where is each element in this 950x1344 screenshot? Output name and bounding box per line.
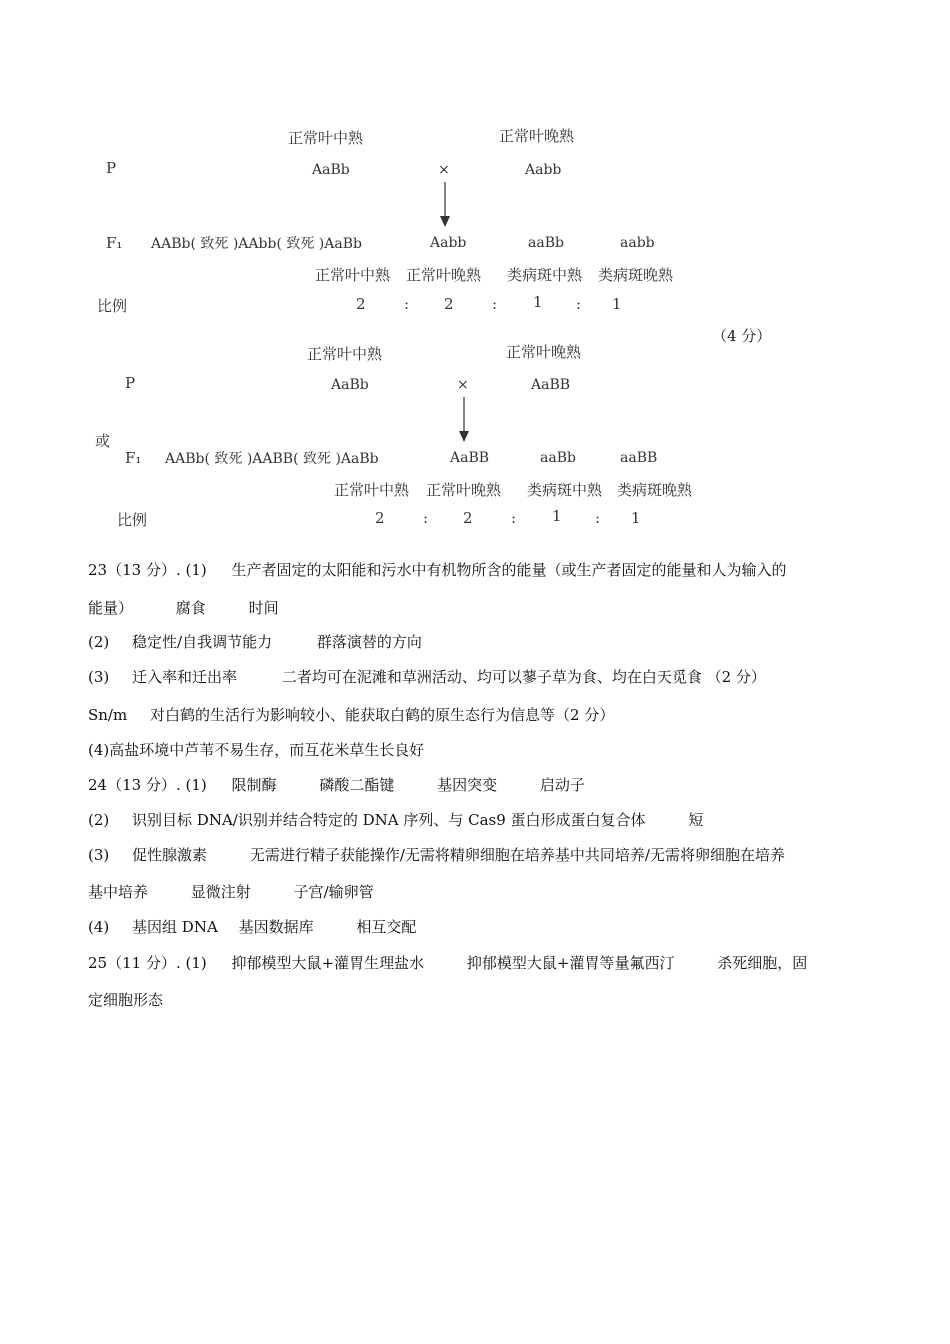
ratio-separator: : bbox=[404, 295, 410, 313]
ratio-value: 2 bbox=[375, 509, 385, 527]
f1-genotype-2: AaBB bbox=[450, 450, 490, 466]
q24-line-5 bbox=[88, 920, 416, 935]
q24-heading: 24（13 分）. (1) bbox=[88, 776, 207, 794]
q23-answer-3d: 对白鹤的生活行为影响较小、能获取白鹤的原生态行为信息等（2 分） bbox=[150, 706, 615, 724]
q24-answer-4c: 相互交配 bbox=[356, 918, 417, 936]
parent1-genotype: AaBb bbox=[331, 377, 369, 393]
ratio-value: 2 bbox=[463, 509, 473, 527]
parent2-genotype: Aabb bbox=[525, 162, 562, 178]
f1-phenotype-4: 类病斑晚熟 bbox=[617, 481, 693, 499]
q23-line-4 bbox=[88, 670, 766, 685]
f1-label: F₁ bbox=[125, 449, 142, 467]
ratio-label: 比例 bbox=[117, 511, 148, 529]
ratio-value: 2 bbox=[444, 295, 454, 313]
f1-phenotype-1: 正常叶中熟 bbox=[315, 266, 391, 284]
q25-answer-1c: 杀死细胞，固 bbox=[717, 954, 808, 972]
ratio-label: 比例 bbox=[97, 297, 128, 315]
q23-heading: 23（13 分）. (1) bbox=[88, 561, 207, 579]
q24-answer-3b: 无需进行精子获能操作/无需将精卵细胞在培养基中共同培养/无需将卵细胞在培养 bbox=[249, 846, 785, 864]
q24-answer-4b: 基因数据库 bbox=[238, 918, 314, 936]
ratio-value: 2 bbox=[356, 295, 366, 313]
f1-label: F₁ bbox=[106, 234, 123, 252]
q24-answer-2a: 识别目标 DNA/识别并结合特定的 DNA 序列、与 Cas9 蛋白形成蛋白复合体 bbox=[132, 811, 646, 829]
down-arrow-icon bbox=[457, 397, 471, 443]
q25-answer-1-cont: 定细胞形态 bbox=[88, 991, 164, 1009]
q24-part-2: (2) bbox=[88, 811, 110, 829]
q25-answer-1a: 抑郁模型大鼠+灌胃生理盐水 bbox=[231, 954, 425, 972]
q24-answer-1d: 启动子 bbox=[539, 776, 585, 794]
q23-part-2: (2) bbox=[88, 633, 110, 651]
q24-part-3: (3) bbox=[88, 846, 110, 864]
q23-answer-3c: Sn/m bbox=[88, 706, 128, 724]
q24-part-4: (4) bbox=[88, 918, 110, 936]
ratio-separator: : bbox=[511, 509, 517, 527]
f1-genotype-4: aabb bbox=[620, 235, 655, 251]
q24-line-3 bbox=[88, 848, 785, 863]
ratio-separator: : bbox=[492, 295, 498, 313]
q24-answer-1c: 基因突变 bbox=[437, 776, 498, 794]
q23-answer-3b: 二者均可在泥滩和草洲活动、均可以蓼子草为食、均在白天觅食 （2 分） bbox=[281, 668, 766, 686]
parent2-phenotype: 正常叶晚熟 bbox=[499, 127, 575, 145]
f1-genotype-1: AABb( 致死 )AABB( 致死 )AaBb bbox=[165, 451, 379, 467]
parent1-phenotype: 正常叶中熟 bbox=[288, 129, 364, 147]
q24-answer-3d: 显微注射 bbox=[190, 883, 251, 901]
q25-line-2 bbox=[88, 993, 163, 1008]
q25-line-1 bbox=[88, 956, 807, 971]
q24-answer-4a: 基因组 DNA bbox=[132, 918, 218, 936]
f1-phenotype-3: 类病斑中熟 bbox=[527, 481, 603, 499]
q23-line-3 bbox=[88, 635, 422, 650]
ratio-value: 1 bbox=[533, 293, 543, 311]
p-label: P bbox=[125, 374, 136, 392]
q23-answer-3a: 迁入率和迁出率 bbox=[132, 668, 238, 686]
f1-phenotype-3: 类病斑中熟 bbox=[507, 266, 583, 284]
down-arrow-icon bbox=[438, 182, 452, 228]
q24-line-1 bbox=[88, 778, 585, 793]
f1-genotype-3: aaBb bbox=[540, 450, 576, 466]
p-label: P bbox=[106, 159, 117, 177]
or-label: 或 bbox=[95, 432, 111, 450]
q23-answer-4: (4)高盐环境中芦苇不易生存，而互花米草生长良好 bbox=[88, 741, 425, 759]
ratio-separator: : bbox=[595, 509, 601, 527]
q24-answer-3c: 基中培养 bbox=[88, 883, 149, 901]
q24-answer-3e: 子宫/输卵管 bbox=[293, 883, 374, 901]
f1-genotype-3: aaBb bbox=[528, 235, 564, 251]
cross-symbol: × bbox=[438, 162, 450, 178]
ratio-value: 1 bbox=[631, 509, 641, 527]
q23-part-3: (3) bbox=[88, 668, 110, 686]
q23-answer-1b: 腐食 bbox=[175, 599, 206, 617]
q24-line-4 bbox=[88, 885, 374, 900]
ratio-separator: : bbox=[576, 295, 582, 313]
f1-genotype-1: AABb( 致死 )AAbb( 致死 )AaBb bbox=[151, 236, 362, 252]
q25-answer-1b: 抑郁模型大鼠+灌胃等量氟西汀 bbox=[466, 954, 675, 972]
q23-answer-2a: 稳定性/自我调节能力 bbox=[132, 633, 273, 651]
q23-line-5 bbox=[88, 708, 614, 723]
q24-answer-2b: 短 bbox=[688, 811, 704, 829]
f1-phenotype-1: 正常叶中熟 bbox=[334, 481, 410, 499]
parent1-genotype: AaBb bbox=[312, 162, 350, 178]
parent2-genotype: AaBB bbox=[531, 377, 571, 393]
q24-line-2 bbox=[88, 813, 703, 828]
f1-genotype-2: Aabb bbox=[430, 235, 467, 251]
q23-answer-1-cont: 能量） bbox=[88, 599, 134, 617]
ratio-value: 1 bbox=[612, 295, 622, 313]
q23-answer-1c: 时间 bbox=[248, 599, 279, 617]
f1-phenotype-2: 正常叶晚熟 bbox=[406, 266, 482, 284]
f1-phenotype-4: 类病斑晚熟 bbox=[598, 266, 674, 284]
q24-answer-1b: 磷酸二酯键 bbox=[319, 776, 395, 794]
parent1-phenotype: 正常叶中熟 bbox=[307, 345, 383, 363]
score-note: （4 分） bbox=[712, 327, 772, 345]
f1-phenotype-2: 正常叶晚熟 bbox=[426, 481, 502, 499]
q24-answer-3a: 促性腺激素 bbox=[132, 846, 208, 864]
q23-answer-1: 生产者固定的太阳能和污水中有机物所含的能量（或生产者固定的能量和人为输入的 bbox=[231, 561, 787, 579]
q23-answer-2b: 群落演替的方向 bbox=[316, 633, 422, 651]
q23-line-6 bbox=[88, 743, 424, 758]
cross-symbol: × bbox=[457, 377, 469, 393]
q23-line-2 bbox=[88, 601, 279, 616]
ratio-separator: : bbox=[423, 509, 429, 527]
f1-genotype-4: aaBB bbox=[620, 450, 658, 466]
q25-heading: 25（11 分）. (1) bbox=[88, 954, 207, 972]
q23-line-1 bbox=[88, 563, 787, 578]
parent2-phenotype: 正常叶晚熟 bbox=[506, 343, 582, 361]
q24-answer-1a: 限制酶 bbox=[231, 776, 277, 794]
ratio-value: 1 bbox=[552, 507, 562, 525]
